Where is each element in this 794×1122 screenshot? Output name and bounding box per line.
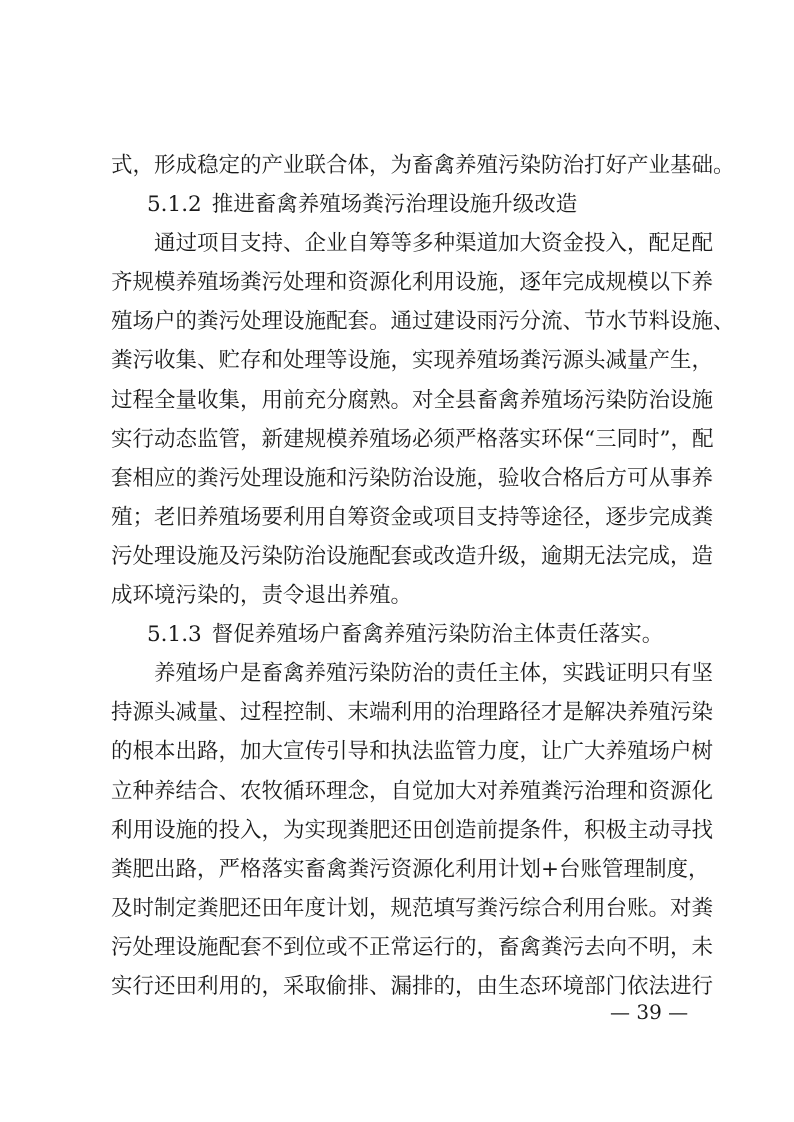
paragraph-line: 利用设施的投入，为实现粪肥还田创造前提条件，积极主动寻找 [111, 817, 714, 843]
paragraph-line: 殖；老旧养殖场要利用自筹资金或项目支持等途径，逐步完成粪 [111, 504, 714, 530]
paragraph-line: 套相应的粪污处理设施和污染防治设施，验收合格后方可从事养 [111, 465, 714, 491]
paragraph-line: 养殖场户是畜禽养殖污染防治的责任主体，实践证明只有坚 [154, 661, 714, 687]
paragraph-line: 实行动态监管，新建规模养殖场必须严格落实环保“三同时”，配 [111, 426, 714, 452]
section-heading-5-1-2 [111, 185, 685, 224]
paragraph-line: 及时制定粪肥还田年度计划，规范填写粪污综合利用台账。对粪 [111, 895, 714, 921]
section-title: 推进畜禽养殖场粪污治理设施升级改造 [211, 192, 578, 218]
paragraph-line: 粪污收集、贮存和处理等设施，实现养殖场粪污源头减量产生， [111, 348, 714, 374]
paragraph-line: 成环境污染的，责令退出养殖。 [111, 583, 413, 609]
section-number: 5.1.3 [147, 622, 202, 648]
paragraph-line: 式，形成稳定的产业联合体，为畜禽养殖污染防治打好产业基础。 [111, 153, 735, 178]
paragraph-line: 实行还田利用的，采取偷排、漏排的，由生态环境部门依法进行 [111, 973, 714, 999]
paragraph-line: 的根本出路，加大宣传引导和执法监管力度，让广大养殖场户树 [111, 739, 714, 765]
paragraph-line: 污处理设施配套不到位或不正常运行的，畜禽粪污去向不明，未 [111, 934, 714, 960]
body-text [111, 146, 735, 1006]
page-number: — 39 — [610, 1000, 689, 1024]
section-title: 督促养殖场户畜禽养殖污染防治主体责任落实。 [211, 622, 664, 648]
paragraph-line: 齐规模养殖场粪污处理和资源化利用设施，逐年完成规模以下养 [111, 270, 714, 296]
paragraph-line: 粪肥出路，严格落实畜禽粪污资源化利用计划+台账管理制度， [111, 856, 710, 882]
paragraph-line: 污处理设施及污染防治设施配套或改造升级，逾期无法完成，造 [111, 543, 714, 569]
section-heading-5-1-3 [111, 615, 685, 654]
paragraph-line: 立种养结合、农牧循环理念，自觉加大对养殖粪污治理和资源化 [111, 778, 714, 804]
paragraph-line: 通过项目支持、企业自筹等多种渠道加大资金投入，配足配 [154, 231, 714, 257]
paragraph-line: 殖场户的粪污处理设施配套。通过建设雨污分流、节水节料设施、 [111, 309, 735, 335]
paragraph-line: 持源头减量、过程控制、末端利用的治理路径才是解决养殖污染 [111, 700, 714, 726]
section-number: 5.1.2 [147, 192, 202, 218]
paragraph-line: 过程全量收集，用前充分腐熟。对全县畜禽养殖场污染防治设施 [111, 387, 714, 413]
